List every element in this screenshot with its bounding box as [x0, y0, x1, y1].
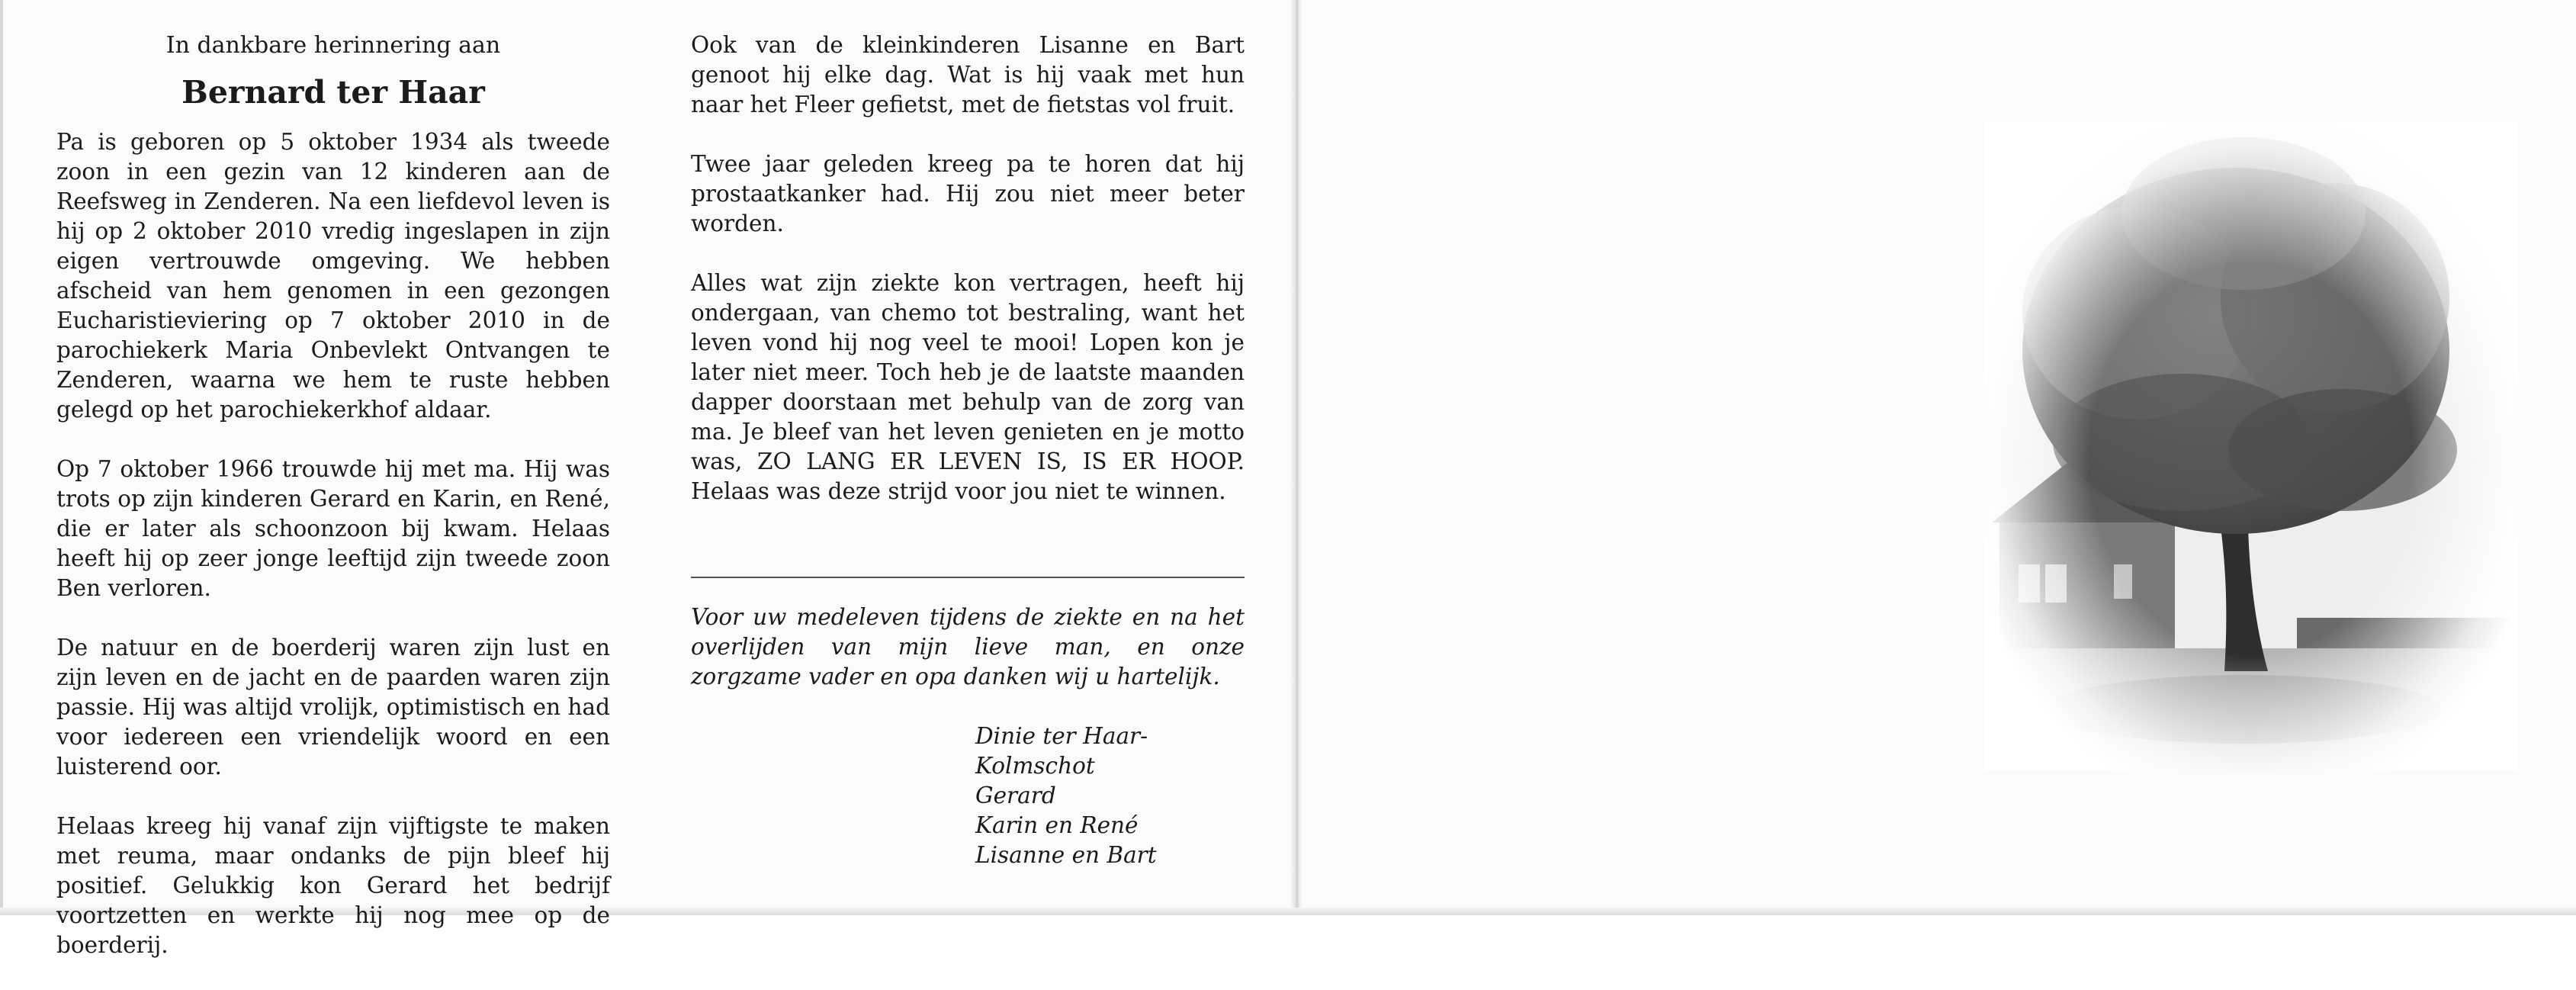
biography-paragraph: Helaas kreeg hij vanaf zijn vijftigste te maken met reuma, maar ondanks de pijn bleef hij positief. Gelukkig kon Gerard het bedrijf voortzetten en werkte hij nog mee op de boerderij.: [56, 813, 610, 958]
biography-paragraph: Alles wat zijn ziekte kon vertragen, heeft hij ondergaan, van chemo tot bestraling, want het leven vond hij nog veel te mooi! Lopen kon je later niet meer. Toch heb je de laatste maanden dapper doorstaan met behulp van de zorg van ma. Je bleef van het leven genieten en je motto was, ZO LANG ER LEVEN IS, IS ER HOOP. Helaas was deze strijd voor jou niet te winnen.: [691, 270, 1245, 504]
signer-name: Gerard: [975, 783, 1056, 808]
signer-name: Dinie ter Haar-Kolmschot: [975, 723, 1148, 779]
biography-paragraph: Ook van de kleinkinderen Lisanne en Bart genoot hij elke dag. Wat is hij vaak met hun naar het Fleer gefietst, met de fietstas vol fruit.: [691, 32, 1245, 117]
thanks-message: Voor uw medeleven tijdens de ziekte en na het overlijden van mijn lieve man, en onze zorgzame vader en opa danken wij u hartelijk.: [691, 604, 1245, 689]
signer-name: Lisanne en Bart: [975, 842, 1157, 868]
signer-name: Karin en René: [975, 812, 1139, 838]
deceased-name: Bernard ter Haar: [181, 74, 485, 111]
biography-paragraph: Pa is geboren op 5 oktober 1934 als tweede zoon in een gezin van 12 kinderen aan de Reefsweg in Zenderen. Na een liefdevol leven is hij op 2 oktober 2010 vredig ingeslapen in zijn eigen vertrouwde omgeving. We hebben afscheid van hem genomen in een gezongen Eucharistieviering op 7 oktober 2010 in de parochiekerk Maria Onbevlekt Ontvangen te Zenderen, waarna we hem te ruste hebben gelegd op het parochiekerkhof aldaar.: [56, 129, 610, 423]
divider-line: [691, 577, 1245, 578]
biography-paragraph: Op 7 oktober 1966 trouwde hij met ma. Hij was trots op zijn kinderen Gerard en Karin, en René, die er later als schoonzoon bij kwam. Helaas heeft hij op zeer jonge leeftijd zijn tweede zoon Ben verloren.: [56, 456, 610, 601]
tree-photo: [1984, 122, 2518, 770]
card-left-edge: [0, 0, 3, 915]
biography-paragraph: De natuur en de boerderij waren zijn lust en zijn leven en de jacht en de paarden waren zijn passie. Hij was altijd vrolijk, optimistisch en had voor iedereen een vriendelijk woord en een luisterend oor.: [56, 635, 610, 779]
left-text-panel: [56, 31, 610, 990]
right-text-panel: [691, 31, 1245, 870]
biography-paragraph: Twee jaar geleden kreeg pa te horen dat hij prostaatkanker had. Hij zou niet meer beter worden.: [691, 151, 1245, 236]
intro-line: In dankbare herinnering aan: [165, 32, 501, 59]
signers-list: [975, 722, 1245, 870]
card-fold: [1290, 0, 1302, 915]
tree-photo-image: [1984, 122, 2518, 770]
